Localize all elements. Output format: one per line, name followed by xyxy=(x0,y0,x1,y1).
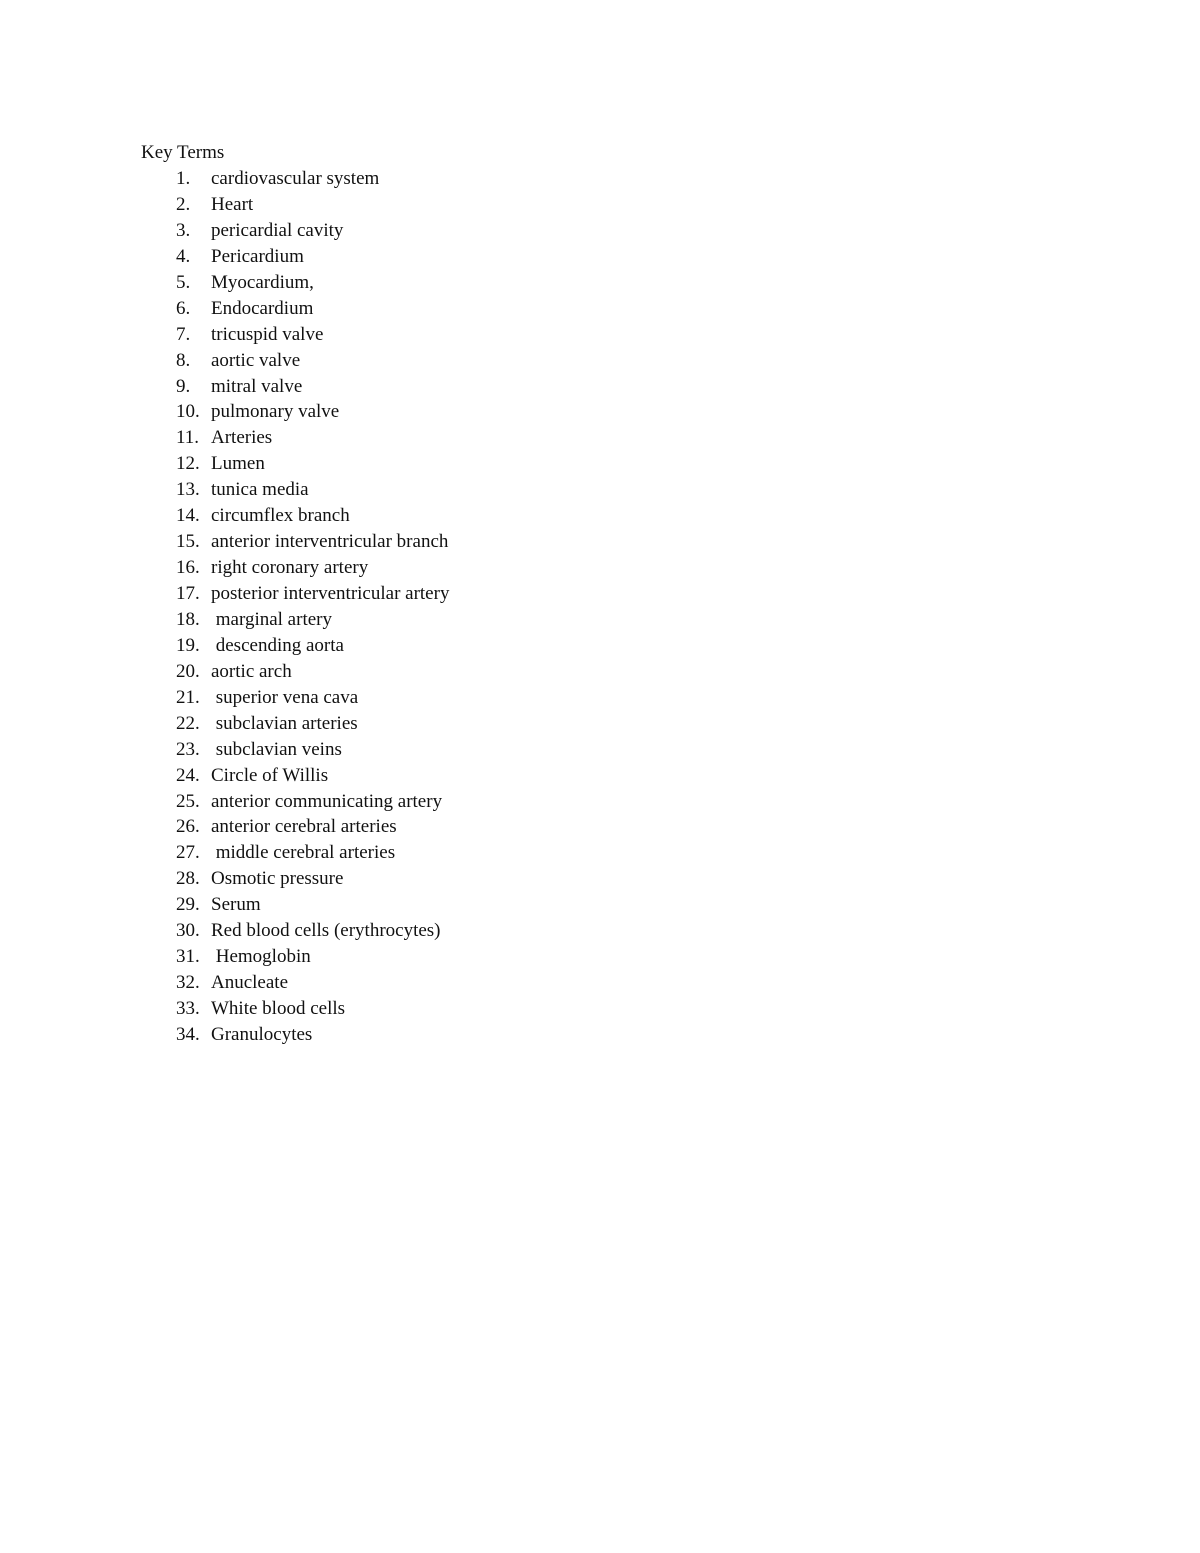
list-item-number: 29. xyxy=(176,894,200,916)
list-item-number: 7. xyxy=(176,323,191,345)
list-item-text: Circle of Willis xyxy=(211,764,329,786)
list-item-number: 9. xyxy=(176,375,191,397)
list-item-number: 33. xyxy=(176,998,200,1019)
list-item-text: subclavian veins xyxy=(211,738,342,760)
list-item-text: Endocardium xyxy=(211,297,314,319)
list-item-text: Anucleate xyxy=(211,972,289,994)
list-item-number: 17. xyxy=(176,583,200,604)
list-item-number: 1. xyxy=(176,168,191,189)
list-item-number: 34. xyxy=(176,1023,200,1045)
list-item-number: 5. xyxy=(176,271,191,293)
list-item-number: 15. xyxy=(176,531,200,553)
list-item-number: 2. xyxy=(176,193,191,215)
list-item-number: 3. xyxy=(176,219,191,241)
list-item-text: mitral valve xyxy=(211,375,303,397)
list-item-text: Heart xyxy=(211,193,254,215)
list-item-number: 11. xyxy=(176,427,200,449)
list-item-number: 13. xyxy=(176,479,200,501)
list-item-text: Hemoglobin xyxy=(211,946,311,968)
list-item-text: subclavian arteries xyxy=(211,712,358,734)
list-item-number: 25. xyxy=(176,790,200,812)
list-item-number: 12. xyxy=(176,453,200,475)
list-item-number: 22. xyxy=(176,712,200,734)
list-item-text: posterior interventricular artery xyxy=(211,583,450,604)
list-item-number: 18. xyxy=(176,608,200,630)
list-item-number: 16. xyxy=(176,557,200,579)
list-item-text: Lumen xyxy=(211,453,265,475)
list-item-text: descending aorta xyxy=(211,634,344,656)
list-item-number: 10. xyxy=(176,401,200,423)
list-item-number: 21. xyxy=(176,686,200,708)
list-item-text: right coronary artery xyxy=(211,557,369,579)
list-item-text: Myocardium, xyxy=(211,271,314,293)
list-item-text: tunica media xyxy=(211,479,309,501)
list-item-text: Granulocytes xyxy=(211,1023,313,1045)
list-item-number: 4. xyxy=(176,245,191,267)
list-item-number: 8. xyxy=(176,349,191,371)
list-item-text: circumflex branch xyxy=(211,505,350,527)
list-item-text: marginal artery xyxy=(211,608,332,630)
document-heading: Key Terms xyxy=(141,142,225,163)
list-item-text: cardiovascular system xyxy=(211,168,380,189)
list-item-text: Osmotic pressure xyxy=(211,868,344,890)
list-item-text: pulmonary valve xyxy=(211,401,340,423)
list-item-text: middle cerebral arteries xyxy=(211,842,396,864)
list-item-number: 24. xyxy=(176,764,200,786)
list-item-number: 32. xyxy=(176,972,200,994)
list-item-text: aortic arch xyxy=(211,660,292,682)
list-item-text: Serum xyxy=(211,894,261,916)
list-item-number: 23. xyxy=(176,738,200,760)
list-item-text: tricuspid valve xyxy=(211,323,324,345)
list-item-number: 6. xyxy=(176,297,191,319)
list-item-number: 31. xyxy=(176,946,200,968)
list-item-text: Arteries xyxy=(211,427,273,449)
list-item-number: 30. xyxy=(176,920,200,942)
list-item-number: 27. xyxy=(176,842,200,864)
list-item-text: anterior cerebral arteries xyxy=(211,816,397,838)
list-item-text: Red blood cells (erythrocytes) xyxy=(211,920,441,942)
list-item-text: White blood cells xyxy=(211,998,346,1019)
list-item-text: aortic valve xyxy=(211,349,301,371)
list-item-number: 26. xyxy=(176,816,200,838)
list-item-text: Pericardium xyxy=(211,245,304,267)
list-item-text: pericardial cavity xyxy=(211,219,344,241)
list-item-text: anterior interventricular branch xyxy=(211,531,449,553)
list-item-text: anterior communicating artery xyxy=(211,790,443,812)
list-item-number: 14. xyxy=(176,505,200,527)
list-item-number: 19. xyxy=(176,634,200,656)
list-item-number: 28. xyxy=(176,868,200,890)
list-item-number: 20. xyxy=(176,660,200,682)
list-item-text: superior vena cava xyxy=(211,686,359,708)
